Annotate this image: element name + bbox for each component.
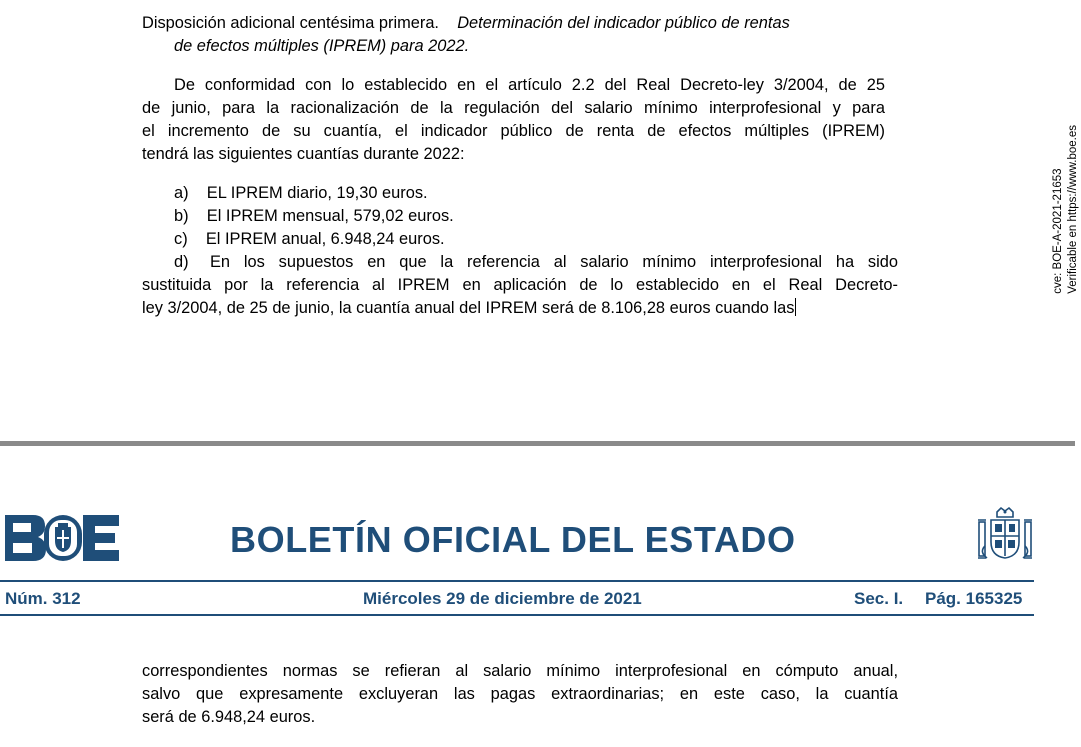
side-cve: cve: BOE-A-2021-21653 (1052, 168, 1064, 294)
heading-prefix: Disposición adicional centésima primera. (142, 14, 439, 32)
list-item-c (174, 228, 445, 251)
list-text: El IPREM anual, 6.948,24 euros. (205, 230, 445, 248)
text-cursor (795, 298, 796, 316)
list-letter: b) (174, 207, 189, 225)
list-item-d (174, 251, 898, 274)
issue-number: Núm. 312 (5, 589, 81, 608)
paragraph-line: correspondientes normas se refieran al salario mínimo interprofesional en cómputo anual, (142, 662, 898, 680)
section-heading (142, 12, 899, 35)
side-verification (1051, 125, 1081, 294)
paragraph-line: será de 6.948,24 euros. (142, 708, 316, 726)
page-title: BOLETÍN OFICIAL DEL ESTADO (230, 519, 796, 560)
coat-of-arms-icon (975, 506, 1035, 568)
list-text: El IPREM mensual, 579,02 euros. (206, 207, 454, 225)
list-item-a (174, 182, 428, 205)
section-label: Sec. I. (854, 589, 904, 608)
boe-logo (5, 515, 119, 561)
paragraph-line: tendrá las siguientes cuantías durante 2022: (142, 145, 465, 163)
list-item-d-line2: sustituida por la referencia al IPREM en aplicación de lo establecido en el Real Decreto- (142, 276, 898, 294)
header-rule-bottom (0, 614, 1034, 616)
list-letter: d) (174, 253, 189, 271)
paragraph-line: De conformidad con lo establecido en el artículo 2.2 del Real Decreto-ley 3/2004, de 25 (174, 76, 885, 94)
page-separator (0, 441, 1075, 446)
issue-date: Miércoles 29 de diciembre de 2021 (363, 589, 642, 608)
list-item-b (174, 205, 454, 228)
paragraph-line: salvo que expresamente excluyeran las pagas extraordinarias; en este caso, la cuantía (142, 685, 898, 703)
page-number: Pág. 165325 (925, 589, 1023, 608)
list-item-d-line3: ley 3/2004, de 25 de junio, la cuantía anual del IPREM será de 8.106,28 euros cuando las (142, 299, 795, 317)
paragraph-line: de junio, para la racionalización de la regulación del salario mínimo interprofesional y para (142, 99, 885, 117)
heading-italic-line2: de efectos múltiples (IPREM) para 2022. (174, 37, 470, 55)
list-text: EL IPREM diario, 19,30 euros. (206, 184, 428, 202)
header-rule-top (0, 580, 1034, 582)
heading-italic: Determinación del indicador público de rentas (457, 14, 790, 32)
side-verify: Verificable en https://www.boe.es (1067, 125, 1079, 294)
list-letter: a) (174, 184, 189, 202)
paragraph-line: el incremento de su cuantía, el indicador público de renta de efectos múltiples (IPREM) (142, 122, 885, 140)
list-letter: c) (174, 230, 188, 248)
list-text: En los supuestos en que la referencia al salario mínimo interprofesional ha sido (210, 253, 898, 271)
